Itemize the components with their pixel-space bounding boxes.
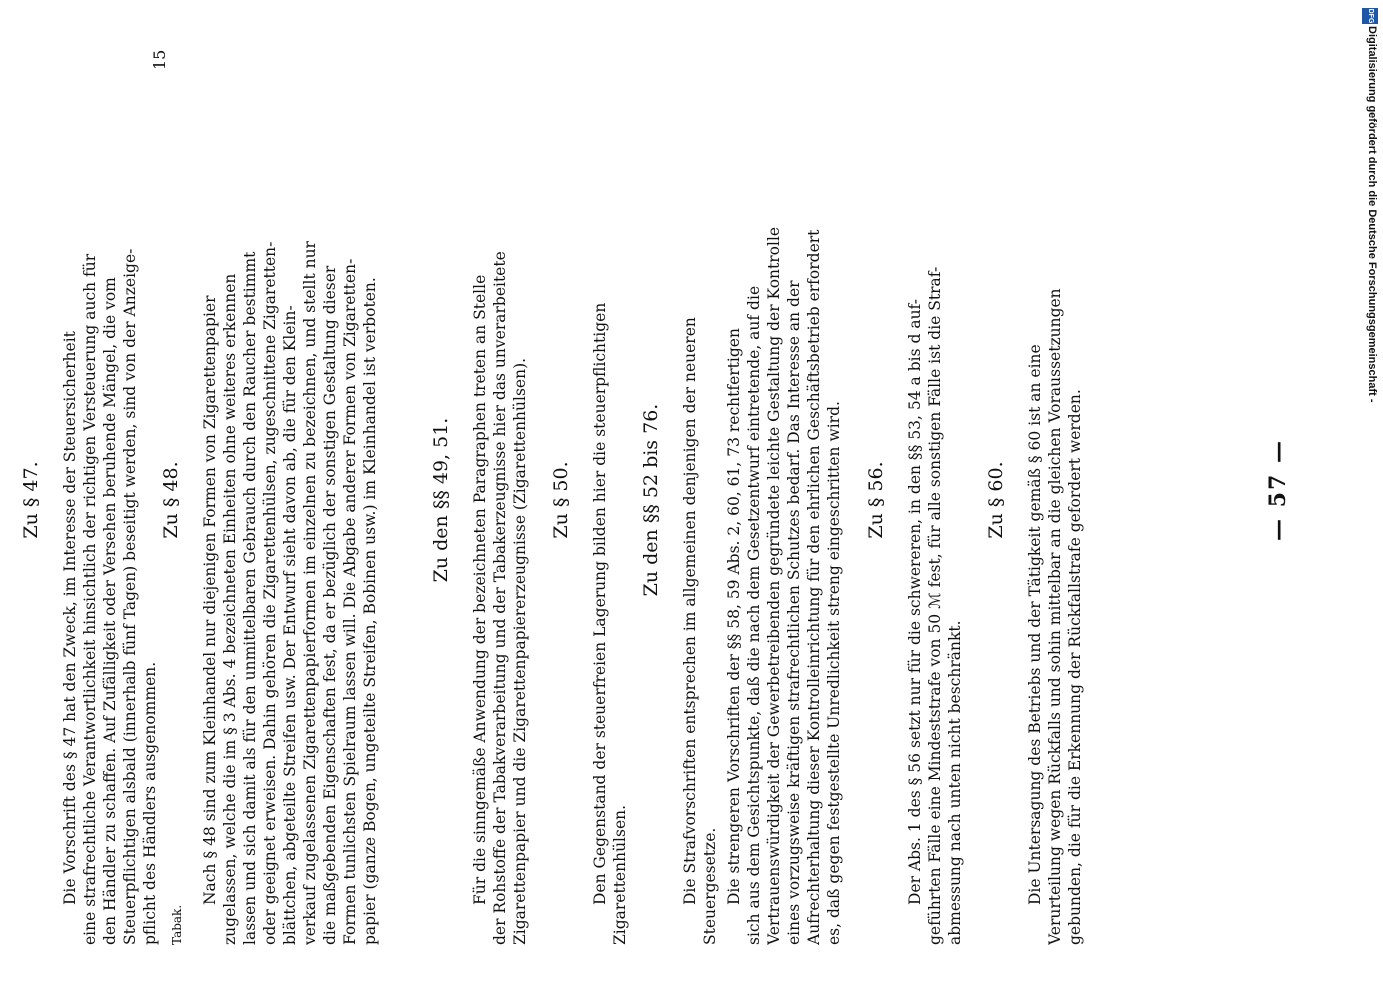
text-line: geführten Fälle eine Mindeststrafe von 50 ℳ fest, für alle sonstigen Fälle ist die Straf- [926, 266, 944, 945]
section-heading: Zu § 56. [865, 461, 887, 539]
text-line: eines vorzugsweise kräftigen strafrechtlichen Schutzes bedarf. Das Interesse an der [785, 280, 803, 945]
paragraph [1025, 55, 1085, 945]
text-line: Den Gegenstand der steuerfreien Lagerung bilden hier die steuerpflichtigen [591, 302, 609, 905]
text-line: Aufrechterhaltung dieser Kontrolleinrichtung für den ehrlichen Geschäftsbetrieb erfordert [805, 229, 823, 945]
text-line: Verurteilung wegen Rückfalls und sohin mittelbar an die gleichen Voraussetzungen [1046, 288, 1064, 945]
text-line: Die Strafvorschriften entsprechen im allgemeinen denjenigen der neueren [681, 317, 699, 905]
credit-text: Digitalisierung gefördert durch die Deutsche Forschungsgemeinschaft - [1366, 26, 1378, 403]
text-line: Steuergesetze. [701, 827, 719, 945]
text-line: Für die sinngemäße Anwendung der bezeichneten Paragraphen treten an Stelle [471, 274, 489, 905]
text-line: der Rohstoffe der Tabakverarbeitung und der Tabakerzeugnisse hier das unverarbeitete [491, 251, 509, 945]
page-number: — 57 — [1265, 439, 1291, 541]
section-heading: Zu § 47. [20, 461, 42, 539]
text-line: es, daß gegen festgestellte Unredlichkeit streng eingeschritten wird. [825, 401, 843, 945]
paragraph [905, 55, 965, 945]
text-line: Steuerpflichtigen alsbald (innerhalb fünf Tagen) beseitigt werden, sind von der Anzeige- [121, 248, 139, 945]
text-line: oder geeignet erweisen. Dahin gehören die Zigarettenhülsen, zugeschnittene Zigaretten- [261, 241, 279, 945]
paragraph [680, 55, 720, 945]
text-line: Die Vorschrift des § 47 hat den Zweck, im Interesse der Steuersicherheit [61, 331, 79, 905]
text-line: die maßgebenden Eigenschaften fest, da er bezüglich der sonstigen Gestaltung dieser [321, 265, 339, 945]
section-heading: Zu den §§ 49, 51. [430, 417, 452, 583]
text-line: abmessung nach unten nicht beschränkt. [946, 620, 964, 945]
text-line: gebunden, die für die Erkennung der Rückfallstrafe gefordert werden. [1066, 389, 1084, 945]
sheet-number: 15 [150, 49, 169, 70]
text-line: sich aus dem Gesichtspunkte, daß die nach dem Gesetzentwurf eintretende, auf die [745, 285, 763, 945]
text-line: Der Abs. 1 des § 56 setzt nur für die schwereren, in den §§ 53, 54 a bis d auf- [906, 299, 924, 905]
text-line: Zigarettenhülsen. [611, 804, 629, 945]
paragraph [60, 55, 160, 945]
section-heading: Zu § 48. [160, 461, 182, 539]
text-line: Vertrauenswürdigkeit der Gewerbetreibenden gegründete leichte Gestaltung der Kontrolle [765, 226, 783, 945]
paragraph [724, 55, 844, 945]
text-line: den Händler zu schaffen. Auf Zufälligkeit oder Versehen beruhende Mängel, die vom [101, 277, 119, 945]
text-line: Die strengeren Vorschriften der §§ 58, 59 Abs. 2, 60, 61, 73 rechtfertigen [725, 328, 743, 905]
text-line: eine strafrechtliche Verantwortlichkeit hinsichtlich der richtigen Versteuerung auch für [81, 253, 99, 945]
text-line: verkauf zugelassenen Zigarettenpapierformen im einzelnen zu bezeichnen, und stellt nur [301, 241, 319, 945]
dfg-logo: DFG [1362, 8, 1378, 24]
paragraph [470, 55, 530, 945]
section-heading: Zu § 60. [985, 461, 1007, 539]
text-line: zugelassen, welche die im § 3 Abs. 4 bezeichneten Einheiten ohne weiteres erkennen [221, 273, 239, 945]
text-line: Nach § 48 sind zum Kleinhandel nur diejenigen Formen von Zigarettenpapier [201, 295, 219, 905]
text-line: Formen tunlichsten Spielraum lassen will. Die Abgabe anderer Formen von Zigaretten- [341, 258, 359, 945]
text-line: pflicht des Händlers ausgenommen. [141, 661, 159, 945]
signature-mark: Tabak. [170, 904, 184, 945]
text-line: lassen und sich damit als für den unmittelbaren Gebrauch durch den Raucher bestimmt [241, 251, 259, 945]
section-heading: Zu § 50. [550, 461, 572, 539]
paragraph [200, 55, 380, 945]
paragraph [590, 55, 630, 945]
text-line: blättchen, abgeteilte Streifen usw. Der Entwurf sieht davon ab, die für den Klein- [281, 305, 299, 945]
digitization-credit [1358, 8, 1380, 992]
text-line: Die Untersagung des Betriebs und der Tätigkeit gemäß § 60 ist an eine [1026, 344, 1044, 905]
section-heading: Zu den §§ 52 bis 76. [640, 403, 662, 597]
text-line: papier (ganze Bogen, ungeteilte Streifen, Bobinen usw.) im Kleinhandel ist verboten. [361, 277, 379, 945]
text-line: Zigarettenpapier und die Zigarettenpapiererzeugnisse (Zigarettenhülsen). [511, 357, 529, 945]
